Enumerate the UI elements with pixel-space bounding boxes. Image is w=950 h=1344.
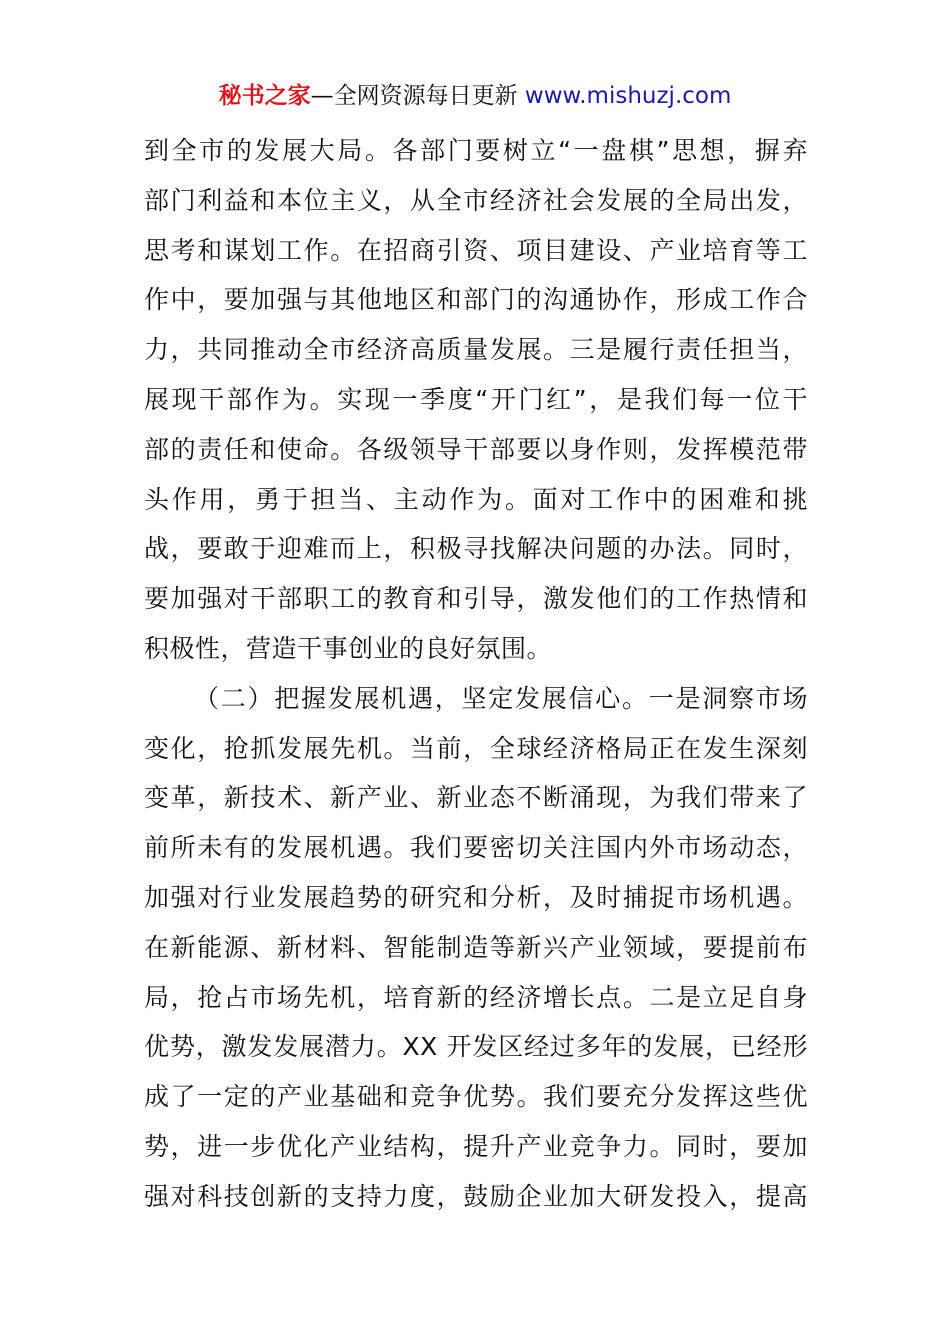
text-line: 部的责任和使命。各级领导干部要以身作则，发挥模范带: [144, 434, 808, 464]
page-header: [0, 80, 950, 112]
text-line: 优势，激发发展潜力。XX 开发区经过多年的发展，已经形: [144, 1032, 808, 1062]
document-body: [144, 126, 808, 1222]
text-line: 变化，抢抓发展先机。当前，全球经济格局正在发生深刻: [144, 733, 808, 763]
site-brand: 秘书之家: [218, 83, 311, 109]
text-line: 部门利益和本位主义，从全市经济社会发展的全局出发，: [144, 185, 808, 215]
text-line: 前所未有的发展机遇。我们要密切关注国内外市场动态，: [144, 833, 808, 863]
text-line: 要加强对干部职工的教育和引导，激发他们的工作热情和: [144, 584, 808, 614]
site-url[interactable]: www.mishuzj.com: [524, 83, 732, 109]
text-line: 变革，新技术、新产业、新业态不断涌现，为我们带来了: [144, 783, 808, 813]
text-line: 力，共同推动全市经济高质量发展。三是履行责任担当，: [144, 335, 808, 365]
text-line: 在新能源、新材料、智能制造等新兴产业领域，要提前布: [144, 932, 808, 962]
text-line: 强对科技创新的支持力度，鼓励企业加大研发投入，提高: [144, 1181, 808, 1211]
text-line: 思考和谋划工作。在招商引资、项目建设、产业培育等工: [144, 235, 808, 265]
section-heading-line: （二）把握发展机遇，坚定发展信心。一是洞察市场: [194, 683, 808, 713]
text-line: 作中，要加强与其他地区和部门的沟通协作，形成工作合: [144, 285, 808, 315]
text-line: 到全市的发展大局。各部门要树立“一盘棋”思想，摒弃: [144, 136, 808, 165]
text-line: 成了一定的产业基础和竞争优势。我们要充分发挥这些优: [144, 1082, 808, 1112]
text-line: 战，要敢于迎难而上，积极寻找解决问题的办法。同时，: [144, 534, 808, 564]
text-line: 展现干部作为。实现一季度“开门红”，是我们每一位干: [144, 384, 808, 414]
text-line: 头作用，勇于担当、主动作为。面对工作中的困难和挑: [144, 484, 808, 514]
text-line: 局，抢占市场先机，培育新的经济增长点。二是立足自身: [144, 982, 808, 1012]
text-line: 势，进一步优化产业结构，提升产业竞争力。同时，要加: [144, 1131, 808, 1161]
site-tagline: —全网资源每日更新: [310, 83, 518, 109]
text-line: 加强对行业发展趋势的研究和分析，及时捕捉市场机遇。: [144, 882, 808, 912]
paragraph-end-line: 积极性，营造干事创业的良好氛围。: [144, 633, 553, 663]
